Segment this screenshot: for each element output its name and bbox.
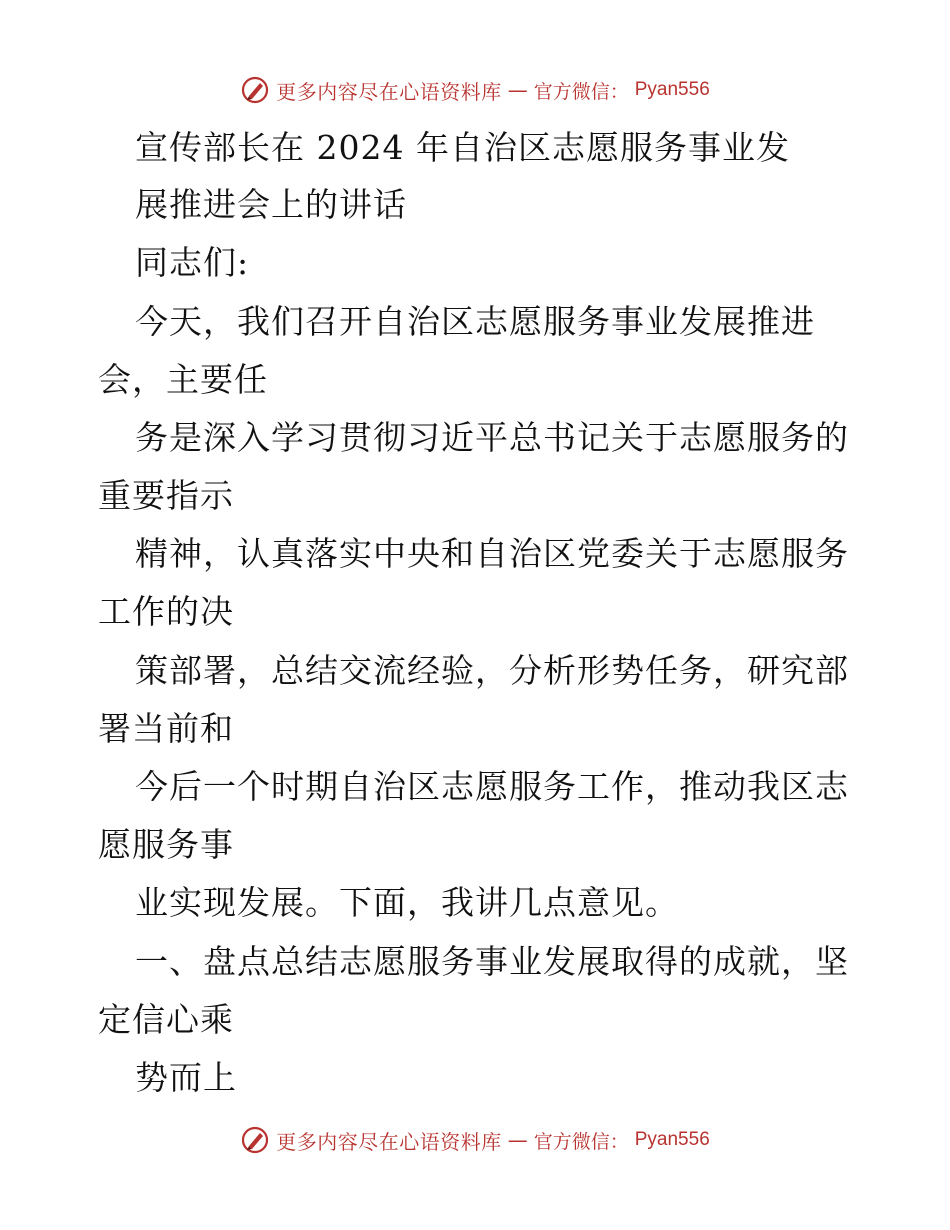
banner-main-text: 更多内容尽在心语资料库 (276, 79, 502, 104)
pen-logo-icon (240, 75, 270, 105)
footer-watermark-banner (0, 1120, 950, 1160)
paragraph-line: 工作的决 (98, 592, 234, 631)
paragraph-line: 业实现发展。下面，我讲几点意见。 (135, 883, 679, 922)
pen-logo-icon (240, 1125, 270, 1155)
header-watermark-banner (0, 70, 950, 110)
paragraph-line: 今后一个时期自治区志愿服务工作，推动我区志 (135, 767, 849, 806)
paragraph-line: 精神，认真落实中央和自治区党委关于志愿服务 (135, 534, 849, 573)
section-heading-line-2: 定信心乘 (98, 1000, 234, 1039)
banner-dash: — (507, 78, 528, 102)
banner-wechat-label: 官方微信： (533, 80, 629, 103)
paragraph-line: 愿服务事 (98, 825, 234, 864)
paragraph-line: 署当前和 (98, 709, 234, 748)
banner-wechat-id: Pyan556 (634, 79, 710, 100)
document-title-line-2: 展推进会上的讲话 (135, 185, 407, 224)
paragraph-line: 策部署，总结交流经验，分析形势任务，研究部 (135, 651, 849, 690)
banner-dash: — (507, 1128, 528, 1152)
section-heading-line-1: 一、盘点总结志愿服务事业发展取得的成就，坚 (135, 942, 849, 981)
paragraph-line: 今天，我们召开自治区志愿服务事业发展推进 (135, 302, 815, 341)
salutation: 同志们: (135, 243, 250, 282)
banner-wechat-label: 官方微信： (533, 1130, 629, 1153)
banner-main-text: 更多内容尽在心语资料库 (276, 1129, 502, 1154)
document-title-line-1: 宣传部长在 2024 年自治区志愿服务事业发 (135, 128, 790, 167)
paragraph-line: 务是深入学习贯彻习近平总书记关于志愿服务的 (135, 418, 849, 457)
section-heading-line-3: 势而上 (135, 1058, 237, 1097)
banner-wechat-id: Pyan556 (634, 1129, 710, 1150)
paragraph-line: 重要指示 (98, 476, 234, 515)
paragraph-line: 会，主要任 (98, 360, 268, 399)
